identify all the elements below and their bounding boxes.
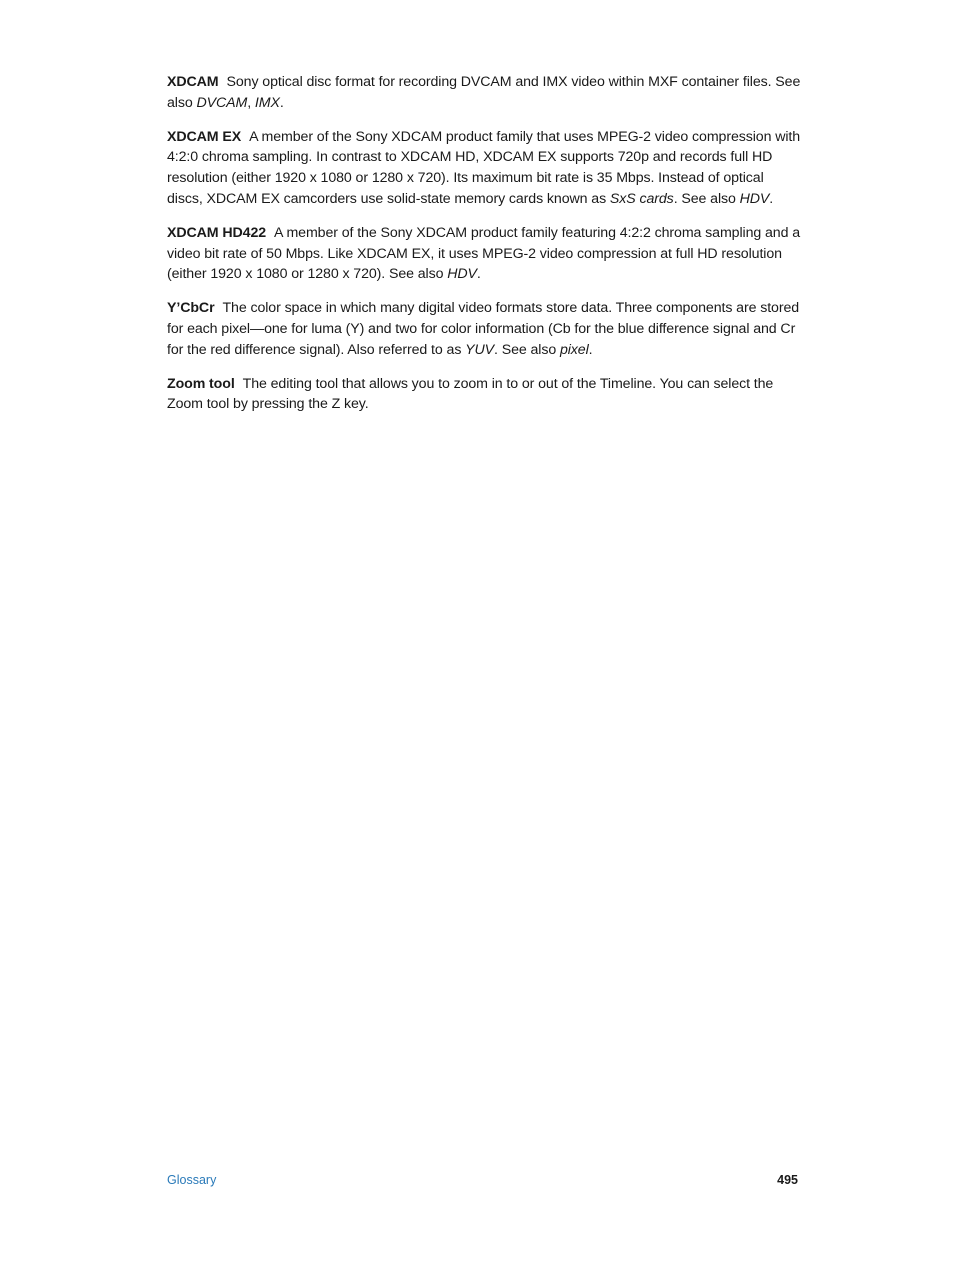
definition-text: . bbox=[769, 190, 774, 207]
glossary-term: Y’CbCr bbox=[167, 300, 215, 317]
cross-reference: YUV bbox=[465, 341, 495, 358]
definition-text: The editing tool that allows you to zoom in to or out of the Timeline. You can select the Zoom tool by pressing the Z key. bbox=[167, 375, 774, 413]
cross-reference: DVCAM bbox=[196, 94, 248, 111]
glossary-content bbox=[167, 72, 803, 428]
definition-text: A member of the Sony XDCAM product family that uses MPEG-2 video compression with 4:2:0 chroma sampling. In contrast to XDCAM HD, XDCAM EX supports 720p and records full HD resolution (either 1920 x 1080 or 1280 x 720). Its maximum bit rate is 35 Mbps. Instead of optical discs, XDCAM EX camcorders use solid-state memory cards known as bbox=[167, 128, 801, 207]
definition-text: Sony optical disc format for recording DVCAM and IMX video within MXF container files. See also bbox=[167, 74, 801, 111]
glossary-term: XDCAM HD422 bbox=[167, 224, 267, 241]
cross-reference: SxS cards bbox=[609, 190, 674, 207]
footer-section-link[interactable]: Glossary bbox=[167, 1173, 217, 1187]
cross-reference: IMX bbox=[254, 94, 280, 111]
glossary-entry-xdcam-ex bbox=[167, 127, 803, 210]
glossary-term: Zoom tool bbox=[167, 375, 235, 392]
definition-text: . bbox=[476, 266, 481, 283]
glossary-term: XDCAM EX bbox=[167, 128, 242, 145]
cross-reference: pixel bbox=[559, 341, 589, 358]
glossary-entry-zoom-tool bbox=[167, 374, 803, 416]
glossary-entry-xdcam bbox=[167, 72, 803, 114]
definition-text: A member of the Sony XDCAM product family featuring 4:2:2 chroma sampling and a video bit rate of 50 Mbps. Like XDCAM EX, it uses MPEG-2 video compression at full HD resolution (either 1920 x 1080 or 1280 x 720). See also bbox=[167, 224, 800, 283]
definition-text: , bbox=[247, 94, 255, 111]
page-number: 495 bbox=[777, 1173, 798, 1187]
glossary-entry-xdcam-hd422 bbox=[167, 223, 803, 285]
definition-text: . bbox=[588, 341, 593, 358]
cross-reference: HDV bbox=[447, 266, 477, 283]
definition-text: . See also bbox=[494, 341, 560, 358]
definition-text: . See also bbox=[673, 190, 740, 207]
definition-text: . bbox=[279, 94, 284, 111]
glossary-entry-ycbcr bbox=[167, 298, 803, 360]
cross-reference: HDV bbox=[739, 190, 770, 207]
glossary-term: XDCAM bbox=[167, 74, 219, 90]
definition-text: The color space in which many digital video formats store data. Three components are stored for each pixel—one for luma (Y) and two for color information (Cb for the blue difference signal and Cr for the red difference signal). Also referred to as bbox=[167, 300, 800, 358]
